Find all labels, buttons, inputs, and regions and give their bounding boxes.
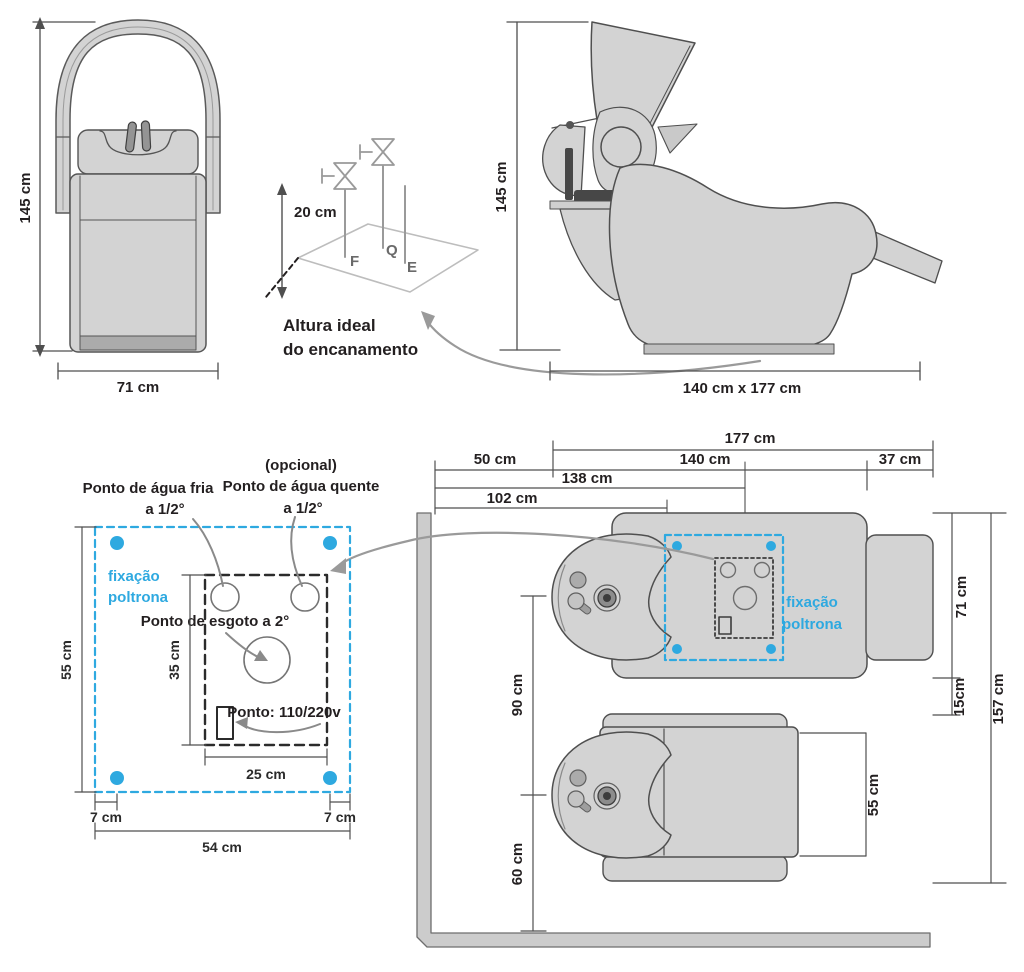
faucet-knob	[568, 791, 584, 807]
footprint-label: 140 cm x 177 cm	[682, 380, 802, 397]
chair-body-front	[70, 174, 206, 352]
plumbing-caption-1: Altura ideal	[283, 316, 376, 335]
front-width-label: 71 cm	[116, 379, 160, 396]
valve-cold-icon	[334, 176, 356, 189]
armrest-wing	[658, 124, 697, 153]
power-label: Ponto: 110/220v	[227, 704, 341, 721]
detail-dim-7-right: 7 cm	[324, 809, 356, 825]
fixation-dot	[323, 771, 337, 785]
cold-water-label-2: a 1/2°	[145, 501, 185, 518]
dim-140-label: 140 cm	[679, 451, 731, 468]
dim-15-label: 15cm	[951, 677, 968, 717]
detail-dim-25: 25 cm	[246, 766, 286, 782]
faucet-knob	[568, 593, 584, 609]
valve-cold-icon	[334, 163, 356, 176]
arrow-down-icon	[277, 287, 287, 299]
detail-dim-7-left: 7 cm	[90, 809, 122, 825]
chair-base-front	[80, 336, 196, 350]
fixation-dot	[766, 644, 776, 654]
dim-138-label: 138 cm	[561, 470, 613, 487]
basin-profile	[543, 125, 585, 197]
leader-power	[245, 724, 320, 732]
front-view	[17, 17, 220, 396]
plumbing-height-label: 20 cm	[294, 204, 337, 221]
hot-water-label-2: Ponto de água quente	[222, 478, 380, 495]
valve-hot-icon	[372, 152, 394, 165]
faucet-handle-right	[141, 121, 151, 151]
detail-dim-54: 54 cm	[202, 839, 242, 855]
dim-50-label: 50 cm	[473, 451, 517, 468]
plumbing-caption-2: do encanamento	[283, 340, 419, 359]
pipe-drain-label: E	[407, 259, 418, 276]
faucet-knob	[570, 572, 586, 588]
basin-knob	[566, 121, 574, 129]
fixation-dot	[110, 536, 124, 550]
plan-fixation-label-2: poltrona	[782, 616, 842, 633]
detail-dim-55: 55 cm	[58, 640, 74, 680]
chair1-footrest-top	[866, 535, 933, 660]
dim-90-label: 90 cm	[509, 673, 526, 717]
dim-55-label: 55 cm	[865, 773, 882, 817]
valve-hot-icon	[372, 139, 394, 152]
side-height-label: 145 cm	[493, 161, 510, 213]
pipe-cold-label: F	[350, 253, 360, 270]
chair-base-side	[644, 344, 834, 354]
hot-water-label-1: (opcional)	[265, 457, 337, 474]
arrow-up-icon	[35, 17, 45, 29]
clamp-vertical	[565, 148, 573, 200]
arrowhead-icon	[330, 558, 346, 574]
pipe-hot-label: Q	[386, 242, 398, 259]
dim-157-label: 157 cm	[990, 673, 1007, 725]
fixation-dot	[323, 536, 337, 550]
chair2-armrest-bottom	[603, 855, 787, 881]
drain-hole	[603, 594, 611, 602]
fixation-zone-dashed	[95, 527, 350, 792]
top-plan	[417, 430, 1007, 947]
drain-label: Ponto de esgoto a 2°	[140, 613, 290, 630]
fixation-dot	[672, 644, 682, 654]
hot-water-label-3: a 1/2°	[283, 500, 323, 517]
drain-hole	[603, 792, 611, 800]
plan-fixation-label-1: fixação	[786, 594, 838, 611]
dim-177-label: 177 cm	[724, 430, 776, 447]
side-view	[493, 22, 942, 397]
front-height-label: 145 cm	[17, 172, 34, 224]
dim-60-label: 60 cm	[509, 842, 526, 886]
dim-37-label: 37 cm	[878, 451, 922, 468]
headrest-basin	[78, 130, 198, 174]
pivot-hub	[601, 127, 641, 167]
detail-fixation-label-2: poltrona	[108, 589, 168, 606]
fixation-dot	[110, 771, 124, 785]
arrow-up-icon	[277, 183, 287, 195]
fixation-dot	[766, 541, 776, 551]
detail-dim-35: 35 cm	[166, 640, 182, 680]
dim-71-label: 71 cm	[953, 575, 970, 619]
detail-fixation-label-1: fixação	[108, 568, 160, 585]
support-shelf	[550, 201, 620, 209]
dim-102-label: 102 cm	[486, 490, 538, 507]
seat-side	[610, 164, 877, 348]
cold-water-label-1: Ponto de água fria	[82, 480, 214, 497]
faucet-knob	[570, 770, 586, 786]
cold-water-point	[211, 583, 239, 611]
hot-water-point	[291, 583, 319, 611]
